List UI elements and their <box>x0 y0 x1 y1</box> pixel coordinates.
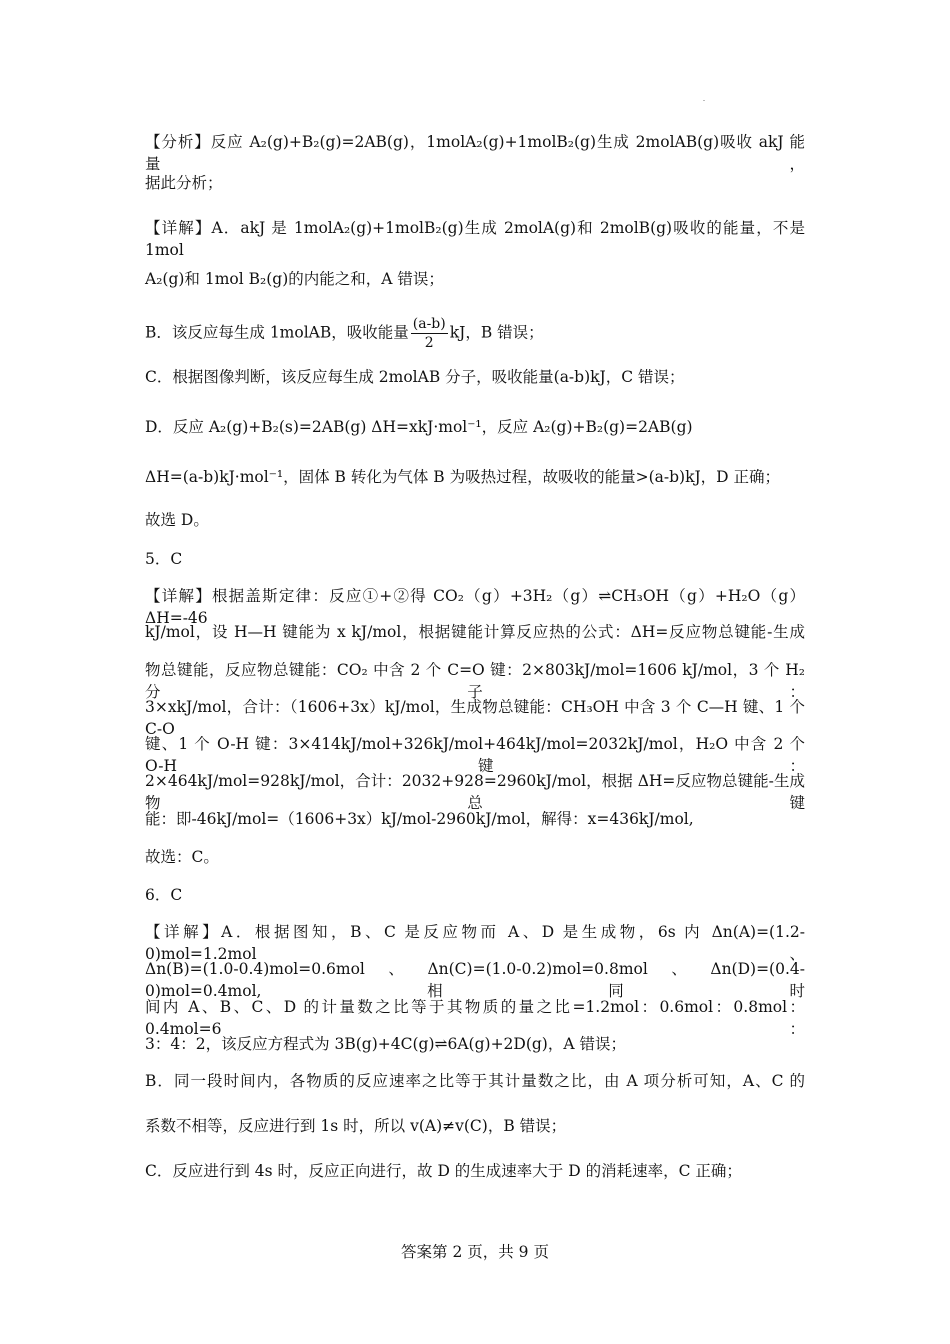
text-line: 【详解】根据盖斯定律：反应①+②得 CO₂（g）+3H₂（g）⇌CH₃OH（g）+H₂O（g）ΔH=-46 <box>145 587 805 627</box>
text-line: C．反应进行到 4s 时，反应正向进行，故 D 的生成速率大于 D 的消耗速率，C 正确； <box>145 1162 742 1180</box>
text-line: B．同一段时间内，各物质的反应速率之比等于其计量数之比，由 A 项分析可知，A、C 的 <box>145 1072 805 1090</box>
question-number: 6．C <box>145 886 183 904</box>
text-segment: kJ，B 错误； <box>449 323 544 342</box>
text-line: 间内 A、B、C、D 的计量数之比等于其物质的量之比=1.2mol：0.6mol：0.8mol：0.4mol=6： <box>145 998 805 1038</box>
text-line: 故选：C。 <box>145 848 219 866</box>
text-line: kJ/mol，设 H—H 键能为 x kJ/mol，根据键能计算反应热的公式：ΔH=反应物总键能-生成 <box>145 623 805 641</box>
text-segment: B．该反应每生成 1molAB，吸收能量 <box>145 323 409 342</box>
text-line: 【详解】A．akJ 是 1molA₂(g)+1molB₂(g)生成 2molA(g)和 2molB(g)吸收的能量，不是 1mol <box>145 219 805 259</box>
text-line: C．根据图像判断，该反应每生成 2molAB 分子，吸收能量(a-b)kJ，C 错误； <box>145 368 685 386</box>
text-line: 故选 D。 <box>145 511 209 529</box>
text-line: 物总键能，反应物总键能：CO₂ 中含 2 个 C=O 键：2×803kJ/mol=1606 kJ/mol，3 个 H₂ 分子： <box>145 661 805 701</box>
text-line: 3：4：2，该反应方程式为 3B(g)+4C(g)⇌6A(g)+2D(g)，A 错误； <box>145 1035 626 1053</box>
fraction-denominator: 2 <box>424 335 434 351</box>
fraction-numerator: (a-b) <box>412 316 446 332</box>
text-line: 键、1 个 O-H 键：3×414kJ/mol+326kJ/mol+464kJ/mol=2032kJ/mol，H₂O 中含 2 个 O-H 键： <box>145 735 805 775</box>
text-line: 3×xkJ/mol，合计：（1606+3x）kJ/mol，生成物总键能：CH₃OH 中含 3 个 C—H 键、1 个 C-O <box>145 698 805 738</box>
fraction <box>411 315 448 352</box>
text-line: 据此分析； <box>145 174 223 192</box>
text-line: D．反应 A₂(g)+B₂(s)=2AB(g) ΔH=xkJ·mol⁻¹，反应 A₂(g)+B₂(g)=2AB(g) <box>145 418 693 436</box>
text-line: 【详解】A．根据图知，B、C 是反应物而 A、D 是生成物，6s 内 Δn(A)=(1.2-0)mol=1.2mol、 <box>145 923 805 963</box>
text-line: 系数不相等，反应进行到 1s 时，所以 v(A)≠v(C)，B 错误； <box>145 1117 567 1135</box>
text-line: 【分析】反应 A₂(g)+B₂(g)=2AB(g)，1molA₂(g)+1molB₂(g)生成 2molAB(g)吸收 akJ 能量， <box>145 133 805 173</box>
text-line: ΔH=(a-b)kJ·mol⁻¹，固体 B 转化为气体 B 为吸热过程，故吸收的能量>(a-b)kJ，D 正确； <box>145 468 781 486</box>
question-number: 5．C <box>145 550 183 568</box>
scan-speck <box>703 100 705 101</box>
text-line: 能：即-46kJ/mol=（1606+3x）kJ/mol-2960kJ/mol，解得：x=436kJ/mol, <box>145 810 694 828</box>
text-line: A₂(g)和 1mol B₂(g)的内能之和，A 错误； <box>145 270 444 288</box>
page-footer: 答案第 2 页，共 9 页 <box>401 1243 549 1261</box>
fraction-line <box>145 315 544 352</box>
text-line: 2×464kJ/mol=928kJ/mol，合计：2032+928=2960kJ/mol，根据 ΔH=反应物总键能-生成物总键 <box>145 772 805 812</box>
text-line: Δn(B)=(1.0-0.4)mol=0.6mol、Δn(C)=(1.0-0.2)mol=0.8mol、Δn(D)=(0.4-0)mol=0.4mol,相同时 <box>145 960 805 1000</box>
